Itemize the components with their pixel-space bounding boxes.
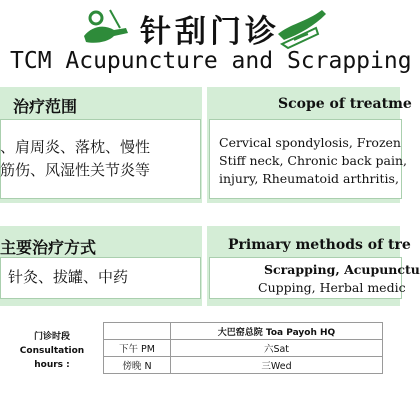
scope-text-cn-line: 筋伤、风湿性关节炎等: [0, 161, 151, 179]
methods-heading-en: Primary methods of tre: [228, 237, 411, 253]
methods-text-cn: 针灸、拔罐、中药: [8, 268, 129, 286]
methods-text-en-line: Cupping, Herbal medic: [258, 280, 406, 295]
scope-heading-cn: 治疗范围: [13, 97, 78, 116]
page-title-cn: 针刮门诊: [140, 14, 280, 50]
consultation-label-en: Consultation hours :: [19, 346, 85, 370]
location-header: 大巴窑总院 Toa Payoh HQ: [171, 323, 383, 340]
table-row: [104, 323, 383, 340]
scope-text-cn-line: 、肩周炎、落枕、慢性: [0, 138, 151, 156]
methods-text-en-line: Scrapping, Acupunctu: [264, 262, 420, 277]
time-cell: 傍晚 N: [104, 357, 171, 374]
methods-heading-cn: 主要治疗方式: [0, 238, 97, 257]
consultation-label-cn: 门诊时段: [33, 332, 70, 342]
consultation-table: [103, 322, 383, 374]
day-cell: 六Sat: [171, 340, 383, 357]
table-row: [104, 340, 383, 357]
scope-heading-en: Scope of treatme: [278, 96, 412, 112]
scraping-tool-icon: [272, 4, 330, 50]
day-cell: 三Wed: [171, 357, 383, 374]
scope-text-en-line: Stiff neck, Chronic back pain,: [219, 153, 408, 168]
page-title-en: TCM Acupuncture and Scrapping: [10, 48, 412, 74]
table-row: [104, 357, 383, 374]
scope-text-en-line: Cervical spondylosis, Frozen: [219, 135, 401, 150]
scope-text-en-line: injury, Rheumatoid arthritis,: [219, 171, 399, 186]
consultation-hours-label: [6, 330, 98, 372]
time-cell: 下午 PM: [104, 340, 171, 357]
header: [0, 0, 412, 85]
acupuncture-hand-icon: [80, 6, 132, 50]
